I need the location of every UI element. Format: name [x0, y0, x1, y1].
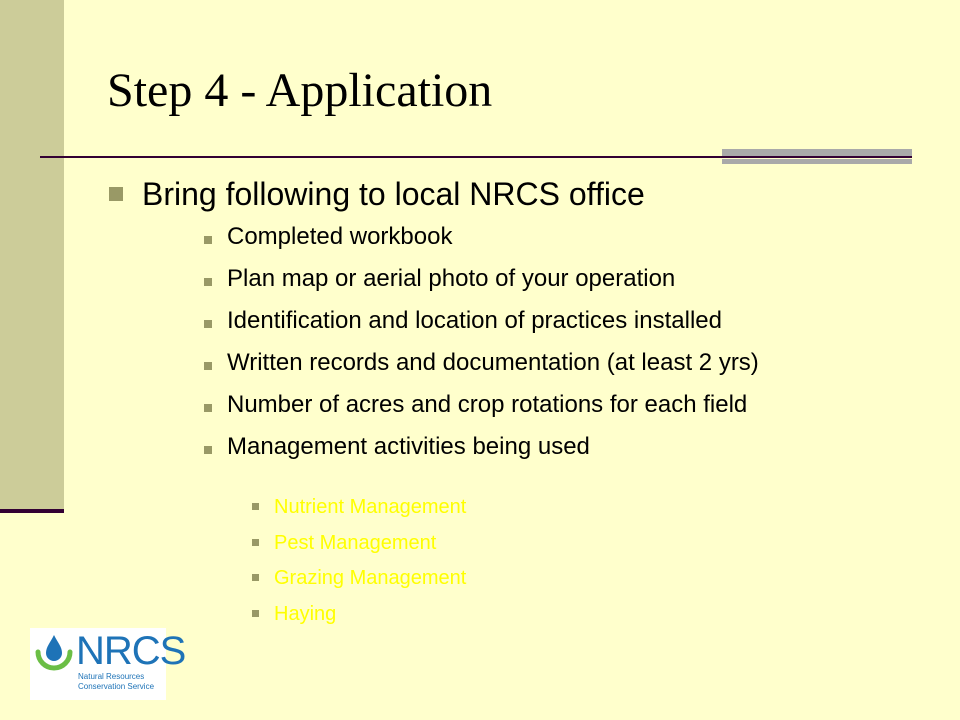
- square-bullet-icon: [204, 362, 212, 370]
- square-bullet-icon: [109, 187, 123, 201]
- sub-bullet-item: [204, 222, 924, 252]
- logo-subtitle-line1: Natural Resources: [78, 672, 145, 681]
- sub-bullet-text: Management activities being used: [227, 433, 590, 460]
- square-bullet-icon: [252, 503, 259, 510]
- sub-bullet-item: [204, 264, 924, 294]
- management-item-text: Pest Management: [274, 531, 437, 554]
- square-bullet-icon: [204, 446, 212, 454]
- management-activity-list: [252, 494, 752, 636]
- sub-bullet-list: [204, 222, 924, 474]
- logo-subtitle: [78, 672, 154, 692]
- sub-bullet-text: Completed workbook: [227, 223, 453, 250]
- square-bullet-icon: [252, 610, 259, 617]
- management-item: [252, 494, 752, 530]
- management-item: [252, 601, 752, 637]
- water-drop-icon: [32, 632, 76, 672]
- square-bullet-icon: [204, 404, 212, 412]
- sub-bullet-item: [204, 390, 924, 420]
- sub-bullet-text: Written records and documentation (at least 2 yrs): [227, 349, 759, 376]
- nrcs-logo: [30, 628, 186, 700]
- logo-letters: NRCS: [76, 629, 186, 673]
- management-item: [252, 565, 752, 601]
- slide-title: Step 4 - Application: [107, 64, 493, 117]
- left-decorative-bar: [0, 0, 64, 512]
- sub-bullet-text: Plan map or aerial photo of your operation: [227, 265, 676, 292]
- sub-bullet-text: Identification and location of practices installed: [227, 307, 722, 334]
- title-rule-accent-lower: [722, 159, 912, 164]
- main-bullet: [109, 176, 645, 212]
- square-bullet-icon: [204, 236, 212, 244]
- management-item: [252, 530, 752, 566]
- square-bullet-icon: [252, 539, 259, 546]
- left-bar-rule: [0, 509, 64, 513]
- sub-bullet-item: [204, 348, 924, 378]
- logo-subtitle-line2: Conservation Service: [78, 682, 155, 691]
- management-item-text: Nutrient Management: [274, 496, 467, 518]
- sub-bullet-item: [204, 306, 924, 336]
- square-bullet-icon: [252, 574, 259, 581]
- square-bullet-icon: [204, 278, 212, 286]
- sub-bullet-text: Number of acres and crop rotations for each field: [227, 391, 748, 418]
- management-item-text: Grazing Management: [274, 567, 467, 589]
- title-underline-rule: [40, 156, 912, 158]
- main-bullet-text: Bring following to local NRCS office: [142, 176, 645, 212]
- management-item-text: Haying: [274, 602, 337, 625]
- sub-bullet-item: [204, 432, 924, 462]
- square-bullet-icon: [204, 320, 212, 328]
